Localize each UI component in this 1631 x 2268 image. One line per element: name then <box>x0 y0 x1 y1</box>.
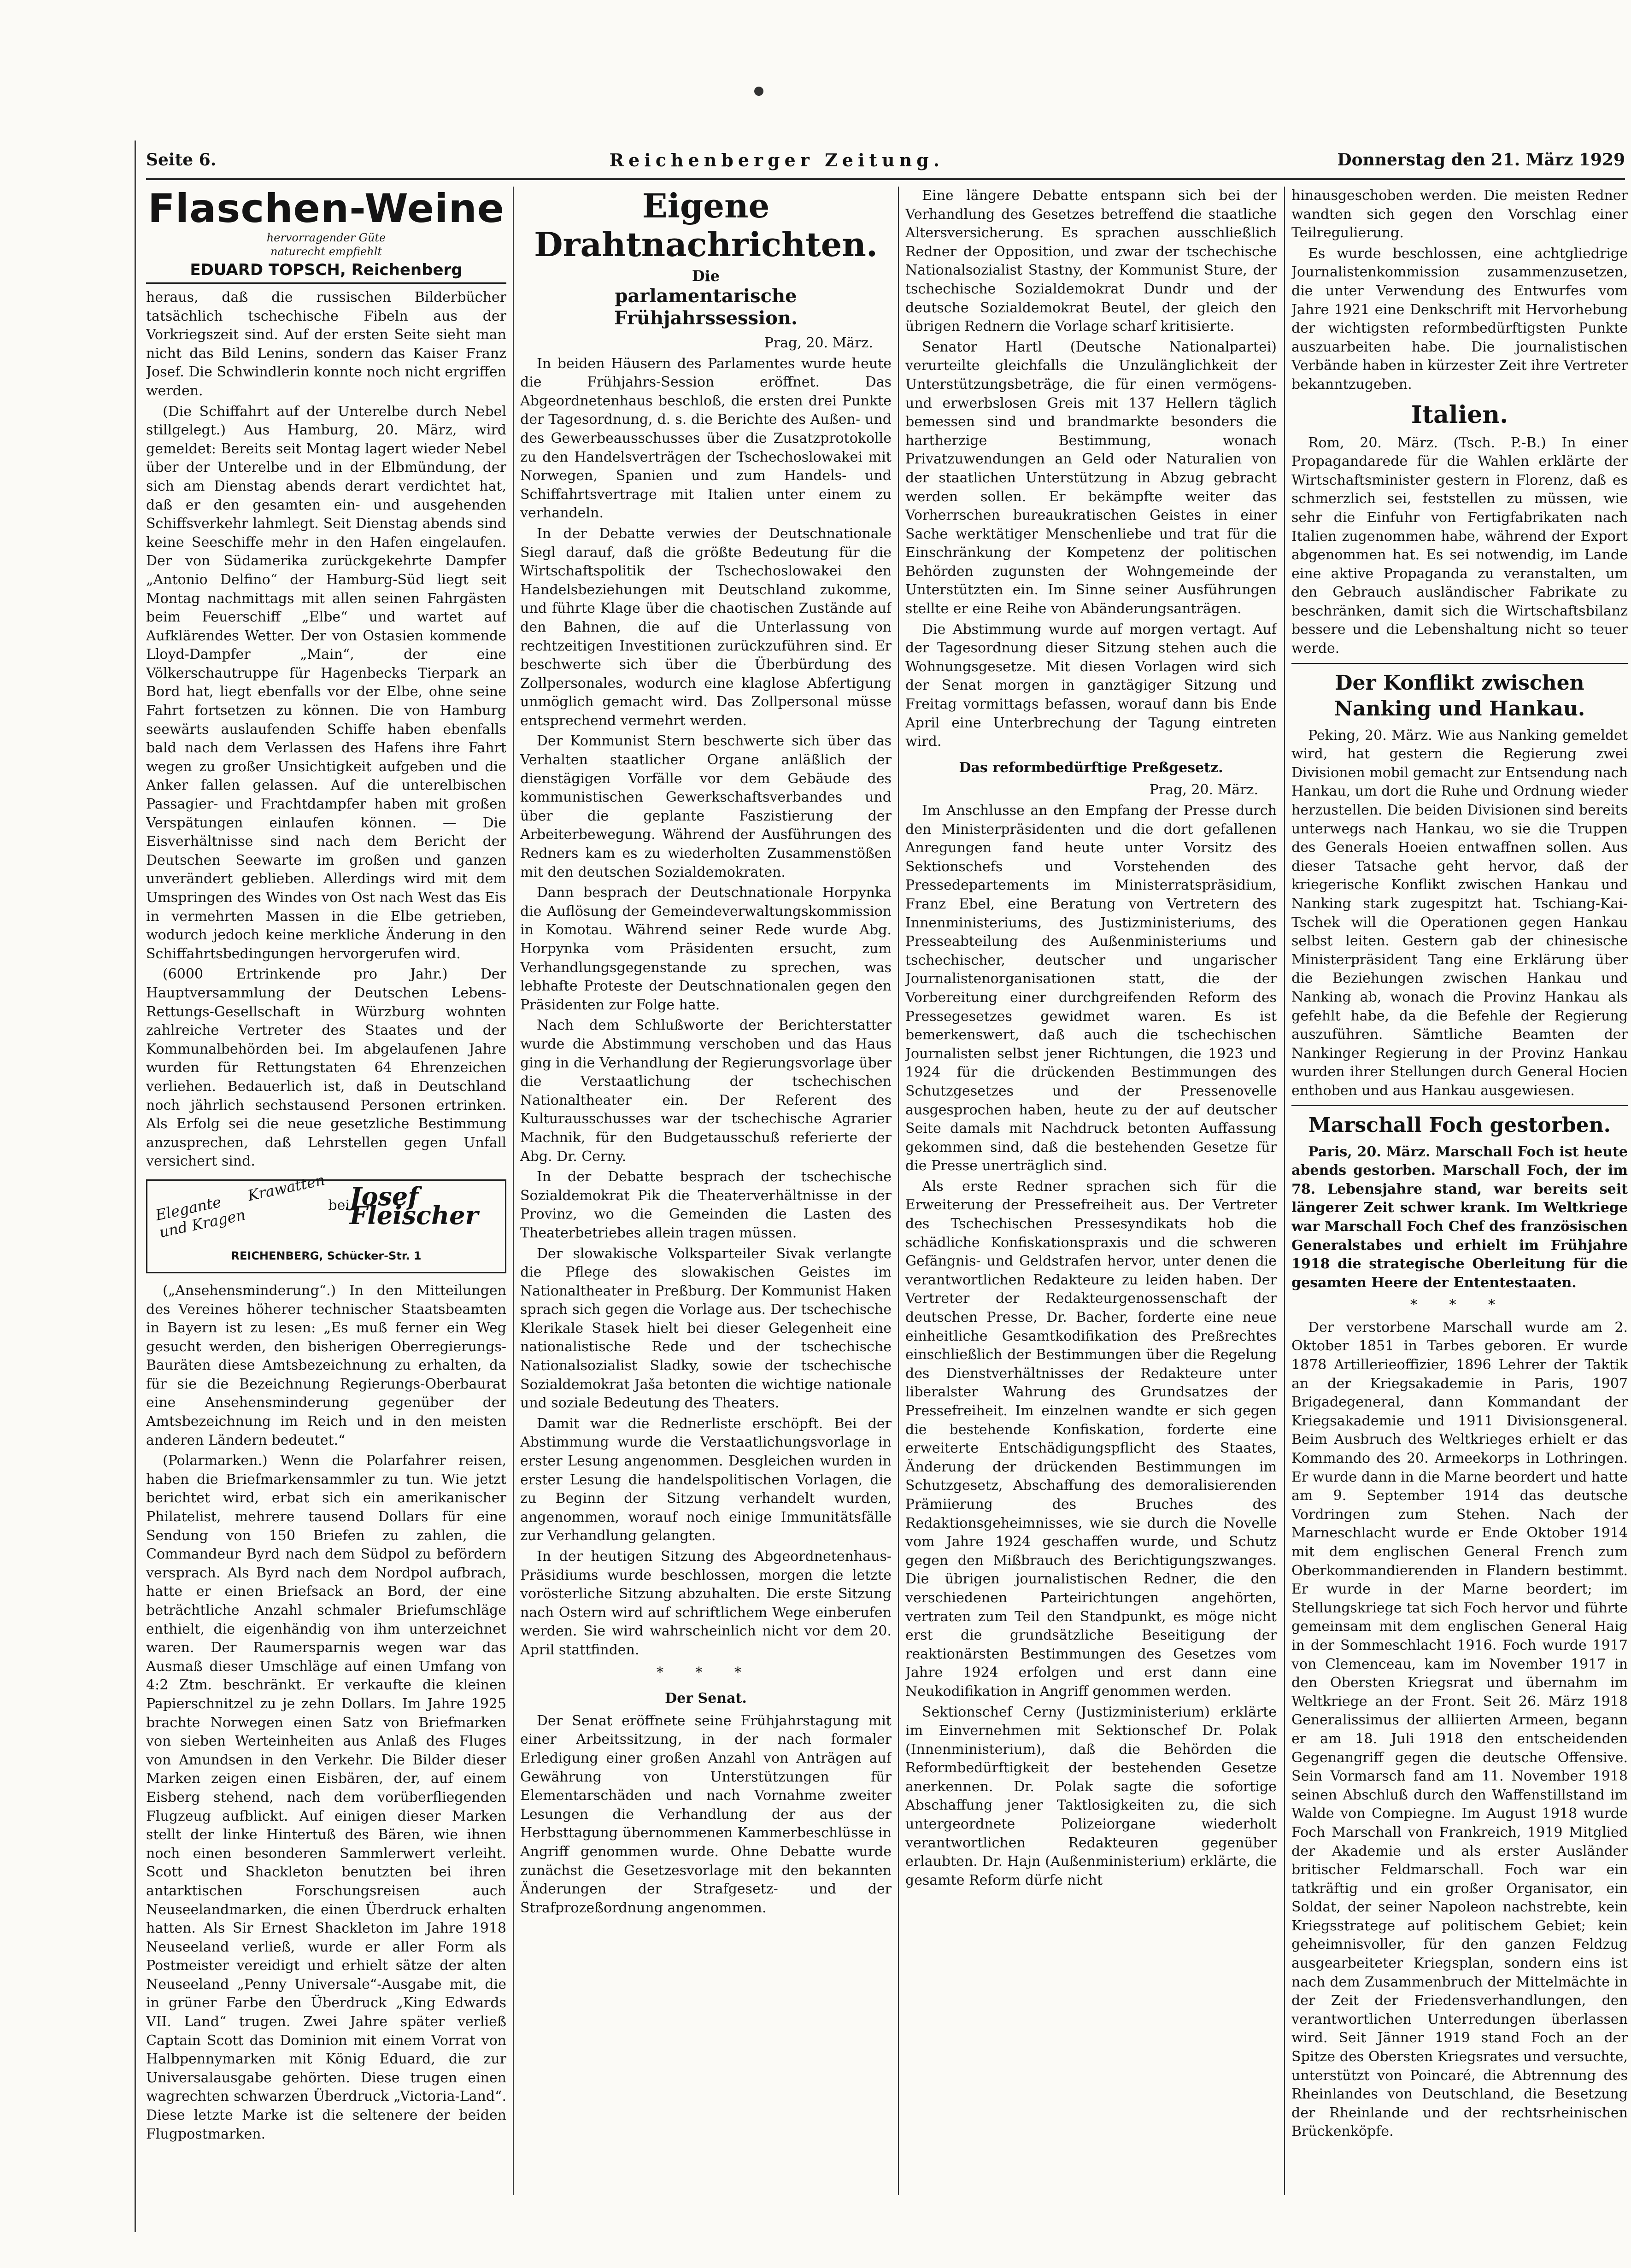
page-header <box>146 146 1625 174</box>
conflict-heading: Der Konflikt zwischen Nanking und Hankau. <box>1334 671 1585 721</box>
article-paragraph: Senator Hartl (Deutsche Nationalpartei) verurteilte gleichfalls die Unzulänglichkeit der Unterstützungsbeträge, die für einen vermögens- und erwerbslosen Greis mit 137 Hellern täglich bemessen sind und brandmarkte besonders die hartherzige Bestimmung, wonach Privatzuwendungen an Geld oder Naturalien von der staatlichen Unterstützung in Abzug gebracht werden sollen. Er bekämpfte weiter das Vorherrschen bureaukratischen Geistes in einer Sache werktätiger Menschenliebe und trat für die Einschränkung der Kompetenz der politischen Behörden zugunsten der Wohngemeinde der Unterstützten ein. Im Sinne seiner Ausführungen stellte er eine Reihe von Abänderungsanträgen. <box>905 339 1277 617</box>
ad-subtitle-2: naturecht empfiehlt <box>270 245 382 258</box>
article-paragraph: Sektionschef Cerny (Justizministerium) erklärte im Einvernehmen mit Sektionschef Dr. Polak (Innenministerium), daß die Behörden die Reformbedürftigkeit der bestehenden Gesetze anerkennen. Dr. Polak sagte die sofortige Abschaffung jener Taktlosigkeiten zu, die sich untergeordnete Polizeiorgane wiederholt verantwortlichen Redakteuren gegenüber erlaubten. Dr. Hajn (Außenministerium) erklärte, die gesamte Reform dürfe nicht <box>905 1704 1277 1888</box>
wine-advertisement <box>146 187 506 280</box>
divider <box>1291 663 1628 664</box>
ad-title: Flaschen-Weine <box>147 187 505 232</box>
article-paragraph: In beiden Häusern des Parlamentes wurde heute die Frühjahrs-Session eröffnet. Das Abgeordnetenhaus beschloß, die ersten drei Punkte der Tagesordnung, d. s. die Berichte des Außen- und des Gewerbeausschusses über die Zusatzprotokolle zu den Handelsverträgen der Tschechoslowakei mit Norwegen, Spanien und zum Handels- und Schiffahrtsvertrage mit Italien unter einem zu verhandeln. <box>520 355 892 522</box>
header-rule <box>146 178 1625 180</box>
article-paragraph: Eine längere Debatte entspann sich bei der Verhandlung des Gesetzes betreffend die staatliche Altersversicherung. Es sprachen ausschließlich Redner der Opposition, und zwar der tschechische Nationalsozialist Stastny, der Kommunist Sture, der tschechische Sozialdemokrat Dundr und der deutsche Sozialdemokrat Beutel, der gleich den übrigen Rednern die Vorlage scharf kritisierte. <box>905 188 1277 335</box>
article-paragraph: Nach dem Schlußworte der Berichterstatter wurde die Abstimmung verschoben und das Haus ging in die Verhandlung der Regierungsvorlage über die Verstaatlichung der tschechischen Nationaltheater ein. Der Referent des Kulturausschusses war der tschechische Agrarier Machnik, für den Budgetausschuß referierte der Abg. Dr. Cerny. <box>520 1017 892 1165</box>
article-paragraph: Im Anschlusse an den Empfang der Presse durch den Ministerpräsidenten und die dort gefallenen Anregungen fand heute unter Vorsitz des Sektionschefs und Vorstehenden des Pressedepartements im Ministerratspräsidium, Franz Ebel, eine Beratung von Vertretern des Innenministeriums, des Justizministeriums, des Presseabteilung des Außenministeriums und tschechischer, deutscher und ungarischer Journalistenorganisationen statt, die der Vorbereitung einer durchgreifenden Reform des Pressegesetzes gewidmet waren. Es ist bemerkenswert, daß auch die tschechischen Journalisten selbst jener Richtungen, die 1923 und 1924 für die drückenden Bestimmungen des Schutzgesetzes und der Pressenovelle ausgesprochen haben, heute zu der auf deutscher Seite damals mit Nachdruck betonten Auffassung gekommen sind, daß die bestehenden Gesetze für die Presse unerträglich sind. <box>905 803 1277 1174</box>
column-4 <box>1291 187 1628 2200</box>
separator-stars: * * * <box>656 1664 756 1681</box>
page-number: Seite 6. <box>146 150 217 170</box>
column-3 <box>905 187 1277 2200</box>
tie-advertisement <box>146 1171 506 1273</box>
article-paragraph: Die Abstimmung wurde auf morgen vertagt. Auf der Tagesordnung dieser Sitzung stehen auch die Wohnungsgesetze. Mit diesen Vorlagen wird sich der Senat morgen in ganztägiger Sitzung und Freitag vormittags befassen, worauf dann bis Ende April eine Unterbrechung der Tagung eintreten wird. <box>905 621 1277 750</box>
article-paragraph: (Die Schiffahrt auf der Unterelbe durch Nebel stillgelegt.) Aus Hamburg, 20. März, wird gemeldet: Bereits seit Montag lagert wieder Nebel über der Unterelbe und in der Elbmündung, der sich am Dienstag abends derart verdichtet hat, daß er den gesamten ein- und ausgehenden Schiffsverkehr lahmlegt. Seit Dienstag abends sind keine Seeschiffe mehr in den Hafen eingelaufen. Der von Südamerika zurückgekehrte Dampfer „Antonio Delfino“ der Hamburg-Süd liegt seit Montag nachmittags mit allen seinen Fahrgästen beim Feuerschiff „Elbe“ und wartet auf Aufklärendes Wetter. Der von Ostasien kommende Lloyd-Dampfer „Main“, der eine Völkerschautruppe für Hagenbecks Tierpark an Bord hat, liegt ebenfalls vor der Elbe, ohne seine Fahrt fortsetzen zu können. Die von Hamburg seewärts auslaufenden Schiffe haben ebenfalls bald nach dem Verlassen des Hafens ihre Fahrt wegen zu großer Unsichtigkeit aufgeben und die Anker fallen gelassen. Auf die unterelbischen Passagier- und Frachtdampfer haben mit großen Verspätungen einlaufen können. — Die Eisverhältnisse sind nach dem Bericht der Deutschen Seewarte im großen und ganzen unverändert geblieben. Allerdings wird mit dem Umspringen des Windes von Ost nach West das Eis in vermehrten Massen in die Elbe getrieben, wodurch jedoch keine merkliche Änderung in den Schiffahrtsbedingungen hervorgerufen wird. <box>146 403 506 962</box>
article-paragraph: heraus, daß die russischen Bilderbücher tatsächlich tschechische Fibeln aus der Vorkriegszeit sind. Auf der ersten Seite sieht man nicht das Bild Lenins, sondern das Kaiser Franz Josef. Die Schwindlerin konnte noch nicht ergriffen werden. <box>146 289 506 399</box>
article-paragraph: In der heutigen Sitzung des Abgeordnetenhaus-Präsidiums wurde beschlossen, morgen die letzte vorösterliche Sitzung abzuhalten. Die erste Sitzung nach Ostern wird auf schriftlichem Wege einberufen werden. Sie wird wahrscheinlich nicht vor dem 20. April stattfinden. <box>520 1548 892 1658</box>
article-paragraph: („Ansehensminderung“.) In den Mitteilungen des Vereines höherer technischer Staatsbeamten in Bayern ist zu lesen: „Es muß ferner ein Weg gesucht werden, den bisherigen Oberregierungs-Bauräten diese Amtsbezeichnung zu erhalten, da für sie die Bezeichnung Regierungs-Oberbaurat eine Ansehensminderung gegenüber der Amtsbezeichnung im Reich und in den meisten anderen Ländern bedeutet.“ <box>146 1282 506 1448</box>
section-headline: Eigene Drahtnachrichten. <box>534 187 878 264</box>
article-paragraph: Der verstorbene Marschall wurde am 2. Oktober 1851 in Tarbes geboren. Er wurde 1878 Artillerieoffizier, 1896 Lehrer der Taktik an der Kriegsakademie in Paris, 1907 Brigadegeneral, dann Kommandant der Kriegsakademie und 1911 Divisionsgeneral. Beim Ausbruch des Weltkrieges erhielt er das Kommando des 20. Armeekorps in Lothringen. Er wurde dann in die Marne beordert und hatte am 9. September 1914 das deutsche Vordringen zum Stehen. Nach der Marneschlacht wurde er Ende Oktober 1914 mit dem englischen General French zum Oberkommandierenden in Flandern bestimmt. Er wurde in der Marne beordert; im Stellungskriege tat sich Foch hervor und führte gemeinsam mit dem englischen General Haig in der Sommeschlacht 1916. Foch wurde 1917 von Clemenceau, kam im November 1917 in den Obersten Kriegsrat und übernahm im Weltkriege an der Front. Seit 26. März 1918 Generalissimus der alliierten Armeen, begann er am 18. Juli 1918 den entscheidenden Gegenangriff gegen die deutsche Offensive. Sein Vormarsch fand am 11. November 1918 seinen Abschluß durch den Waffenstillstand im Walde von Compiegne. Im August 1918 wurde Foch Marschall von Frankreich, 1919 Mitglied der Akademie und als erster Ausländer britischer Feldmarschall. Foch war ein tatkräftig und ein großer Organisator, ein Soldat, der seiner Napoleon nachstrebte, kein Kriegsstratege auf politischem Gebiet; kein geheimnisvoller, für den ganzen Feldzug ausgearbeiteter Kriegsplan, sondern eins ist nach dem Zusammenbruch der Mittelmächte in der Zeit der Friedensverhandlungen, den verantwortlichen Unterredungen überlassen wird. Seit Jänner 1919 stand Foch an der Spitze des Obersten Kriegsrates und versuchte, unterstützt von Poincaré, die Abtrennung des Rheinlandes von Deutschland, die Besetzung der Rheinlande und der rechtsrheinischen Brückenköpfe. <box>1291 1319 1628 2140</box>
column-separator <box>513 187 514 2195</box>
ad-bei: bei <box>328 1197 350 1214</box>
ad-address: REICHENBERG, Schücker-Str. 1 <box>231 1249 422 1263</box>
article-kicker: Die <box>692 267 720 285</box>
press-law-heading: Das reformbedürftige Preßgesetz. <box>959 759 1223 776</box>
article-paragraph: Der Senat eröffnete seine Frühjahrstagung mit einer Arbeitssitzung, in der nach formaler Erledigung einer großen Anzahl von Anträgen auf Gewährung von Unterstützungen für Elementarschäden und nach Vornahme zweiter Lesungen die Verhandlung der aus der Herbsttagung übernommenen Kammerbeschlüsse in Angriff genommen wurde. Ohne Debatte wurde zunächst die Gesetzesvorlage mit den bekannten Änderungen der Strafgesetz- und der Strafprozeßordnung angenommen. <box>520 1712 892 1916</box>
article-paragraph: Der slowakische Volksparteiler Sivak verlangte die Pflege des slowakischen Geistes im Nationaltheater in Preßburg. Der Kommunist Haken sprach sich gegen die Vorlage aus. Der tschechische Klerikale Stasek hielt bei dieser Gelegenheit eine nationalistische Rede und der tschechische Nationalsozialist Sladky, sowie der tschechische Sozialdemokrat Jaša betonten die wichtige nationale und soziale Bedeutung des Theaters. <box>520 1245 892 1412</box>
senate-heading: Der Senat. <box>665 1690 747 1707</box>
dateline: Prag, 20. März. <box>1149 782 1258 798</box>
article-paragraph: (6000 Ertrinkende pro Jahr.) Der Hauptversammlung der Deutschen Lebens-Rettungs-Gesellschaft in Würzburg wohnten zahlreiche Vertreter des Staates und der Kommunalbehörden bei. Im abgelaufenen Jahre wurden für Rettungstaten 64 Ehrenzeichen verliehen. Bedauerlich ist, daß in Deutschland noch jährlich sechstausend Personen ertrinken. Als Erfolg sei die neue gesetzliche Bestimmung anzusprechen, daß Lehrstellen gegen Unfall versichert sind. <box>146 966 506 1170</box>
column-2 <box>520 187 892 2200</box>
separator-stars: * * * <box>1410 1297 1509 1313</box>
ad-rule <box>146 282 506 284</box>
article-paragraph: Es wurde beschlossen, eine achtgliedrige Journalistenkommission zusammenzusetzen, die unter Verwendung des Entwurfes vom Jahre 1921 eine Denkschrift mit Hervorhebung der wichtigsten reformbedürftigsten Punkte auszuarbeiten habe. Die journalistischen Verbände haben in kürzester Zeit ihre Vertreter bekanntzugeben. <box>1291 245 1628 393</box>
divider <box>1291 1105 1628 1106</box>
ad-subtitle-1: hervorragender Güte <box>266 231 386 244</box>
article-paragraph: In der Debatte verwies der Deutschnationale Siegl darauf, daß die größte Bedeutung für die Wirtschaftspolitik der Tschechoslowakei den Handelsbeziehungen mit Deutschland zukomme, und führte Klage über die chaotischen Zustände auf den Bahnen, die auf die Unterlassung von rechtzeitigen Investitionen zurückzuführen sind. Er beschwerte sich über die Überbürdung des Zollpersonales, wodurch eine klaglose Abfertigung unmöglich gemacht wird. Das Zollpersonal müsse entsprechend vermehrt werden. <box>520 525 892 729</box>
newspaper-page <box>135 141 1631 2232</box>
article-paragraph: Peking, 20. März. Wie aus Nanking gemeldet wird, hat gestern die Regierung zwei Divisionen mobil gemacht zur Entsendung nach Hankau, um dort die Ruhe und Ordnung wieder herzustellen. Die beiden Divisionen sind bereits unterwegs nach Hankau, wo sie die Truppen des Generals Hoeien entwaffnen sollen. Aus dieser Tatsache geht hervor, daß der kriegerische Konflikt zwischen Hankau und Nanking stark zugespitzt hat. Tschiang-Kai-Tschek will die Operationen gegen Hankau selbst leiten. Gestern gab der chinesische Ministerpräsident Tang eine Erklärung über die Beziehungen zwischen Hankau und Nanking ab, wonach die Provinz Hankau als gefehlt habe, da die Befehle der Regierung auszuführen. Sämtliche Beamten der Nankinger Regierung in der Provinz Hankau wurden ihrer Stellungen durch General Hocien enthoben und aus Hankau ausgewiesen. <box>1291 727 1628 1099</box>
ad-ties-text: Elegante Krawatten und Kragen <box>154 1171 327 1241</box>
article-paragraph: Damit war die Rednerliste erschöpft. Bei der Abstimmung wurde die Verstaatlichungsvorlage in erster Lesung angenommen. Desgleichen wurden in erster Lesung die handelspolitischen Vorlagen, die zu Beginn der Sitzung verhandelt wurden, angenommen, worauf noch einige Immunitätsfälle zur Verhandlung gelangten. <box>520 1415 892 1544</box>
ad-seller: EDUARD TOPSCH, Reichenberg <box>190 261 463 279</box>
column-1 <box>146 187 506 2200</box>
article-paragraph: Paris, 20. März. Marschall Foch ist heute abends gestorben. Marschall Foch, der im 78. Lebensjahre stand, war bereits seit längerer Zeit schwer krank. Im Weltkriege war Marschall Foch Chef des französischen Generalstabes und erhielt im Frühjahre 1918 die strategische Oberleitung für die gesamten Heere der Ententestaaten. <box>1291 1143 1628 1291</box>
italy-heading: Italien. <box>1411 400 1508 429</box>
dateline: Prag, 20. März. <box>764 335 873 351</box>
article-paragraph: Als erste Redner sprachen sich für die Erweiterung der Pressefreiheit aus. Der Vertreter des Tschechischen Pressesyndikats hob die schädliche Konfiskationspraxis und die schweren Gefängnis- und Geldstrafen hervor, unter denen die verantwortlichen Redakteure zu leiden haben. Der Vertreter der Redakteurgenossenschaft der deutschen Presse, Dr. Bacher, forderte eine neue einheitliche Gesamtkodifikation des Preßrechtes einschließlich der Bestimmungen über die Regelung des Dienstverhältnisses der Redakteure unter liberalster Wahrung des Grundsatzes der Pressefreiheit. Im einzelnen wandte er sich gegen die bestehende Konfiskation, forderte eine erweiterte Entschädigungspflicht des Staates, Änderung der drückenden Bestimmungen im Schutzgesetz, Abschaffung des demoralisierenden Prämiierung des Bruches des Redaktionsgeheimnisses, wie sie durch die Novelle vom Jahre 1924 geschaffen wurde, und Schutz gegen den Mißbrauch des Berichtigungszwanges. Die übrigen journalistischen Redner, die den verschiedenen Parteirichtungen angehörten, vertraten zum Teil den Standpunkt, es möge nicht erst die grundsätzliche Beseitigung der reaktionärsten Bestimmungen des Gesetzes vom Jahre 1924 erfolgen und erst dann eine Neukodifikation in Angriff genommen werden. <box>905 1178 1277 1700</box>
issue-date: Donnerstag den 21. März 1929 <box>1337 150 1625 170</box>
foch-heading: Marschall Foch gestorben. <box>1308 1113 1611 1137</box>
ink-dot <box>754 87 763 96</box>
column-separator <box>1284 187 1285 2195</box>
article-paragraph: Dann besprach der Deutschnationale Horpynka die Auflösung der Gemeindeverwaltungskommission in Komotau. Während seiner Rede wurde Abg. Horpynka vom Präsidenten ersucht, zum Verhandlungsgegenstande zu sprechen, was lebhafte Proteste der Deutschnationalen gegen den Präsidenten zur Folge hatte. <box>520 885 892 1013</box>
ad-shop-name: Josef Fleischer <box>349 1181 479 1230</box>
article-paragraph: (Polarmarken.) Wenn die Polarfahrer reisen, haben die Briefmarkensammler zu tun. Wie jetzt berichtet wird, erbat sich ein amerikanischer Philatelist, mehrere tausend Dollars für eine Sendung von 150 Briefen zu zahlen, die Commandeur Byrd nach dem Südpol zu befördern versprach. Als Byrd nach dem Nordpol aufbrach, hatte er einen Briefsack an Bord, der eine beträchtliche Anzahl schmaler Briefumschläge enthielt, die eigenhändig von ihm unterzeichnet waren. Der Raumersparnis wegen war das Ausmaß dieser Umschläge auf einen Umfang von 4:2 Ztm. beschränkt. Er verkaufte die kleinen Papierschnitzel zu je zehn Dollars. Im Jahre 1925 brachte Norwegen einen Satz von Briefmarken von sieben Werteinheiten aus Anlaß des Fluges von Amundsen in den Verkehr. Die Bilder dieser Marken zeigen einen Eisbären, der, auf einem Eisberg stehend, nach dem vorüberfliegenden Flugzeug aufblickt. Auf einigen dieser Marken stellt der linke Hintertuß des Bären, wie ihnen noch einen besonderen Sammlerwert verleiht. Scott und Shackleton benutzten bei ihren antarktischen Forschungsreisen auch Neuseelandmarken, die einen Überdruck erhalten hatten. Als Sir Ernest Shackleton im Jahre 1918 Neuseeland verließ, wurde er aller Form als Postmeister vereidigt und erhielt sätze der alten Neuseeland „Penny Universale“-Ausgabe mit, die in grüner Farbe den Überdruck „King Edwards VII. Land“ trugen. Zwei Jahre später verließ Captain Scott das Dominion mit einem Vorrat von Halbpennymarken mit König Eduard, die zur Universalausgabe gehörten. Diese trugen einen wagrechten schwarzen Überdruck „Victoria-Land“. Diese letzte Marke ist die seltenere der beiden Flugpostmarken. <box>146 1453 506 2142</box>
article-paragraph: Rom, 20. März. (Tsch. P.-B.) In einer Propagandarede für die Wahlen erklärte der Wirtschaftsminister gestern in Florenz, daß es schmerzlich sei, feststellen zu müssen, wie sehr die Einfuhr von Fertigfabrikaten nach Italien zugenommen habe, während der Export abgenommen hat. Es sei notwendig, im Lande eine aktive Propaganda zu veranstalten, um den Gebrauch ausländischer Fabrikate zu beschränken, damit sich die Wirtschaftsbilanz bessere und die Lebenshaltung nicht so teuer werde. <box>1291 434 1628 657</box>
article-headline: parlamentarische Frühjahrssession. <box>614 285 798 329</box>
column-separator <box>898 187 899 2195</box>
article-paragraph: In der Debatte besprach der tschechische Sozialdemokrat Pik die Theaterverhältnisse in der Provinz, wo die Gemeinden die Lasten des Theaterbetriebes allein tragen müssen. <box>520 1169 892 1241</box>
article-paragraph: Der Kommunist Stern beschwerte sich über das Verhalten staatlicher Organe anläßlich der dienstägigen Vorfälle vor dem Gebäude des kommunistischen Gewerkschaftsverbandes und über die geplante Faszistierung der Arbeiterbewegung. Während der Ausführungen des Redners kam es zu wiederholten Zusammenstößen mit den deutschen Sozialdemokraten. <box>520 733 892 880</box>
masthead: Reichenberger Zeitung. <box>609 149 945 170</box>
article-paragraph: hinausgeschoben werden. Die meisten Redner wandten sich gegen den Vorschlag einer Teilregulierung. <box>1291 188 1628 241</box>
